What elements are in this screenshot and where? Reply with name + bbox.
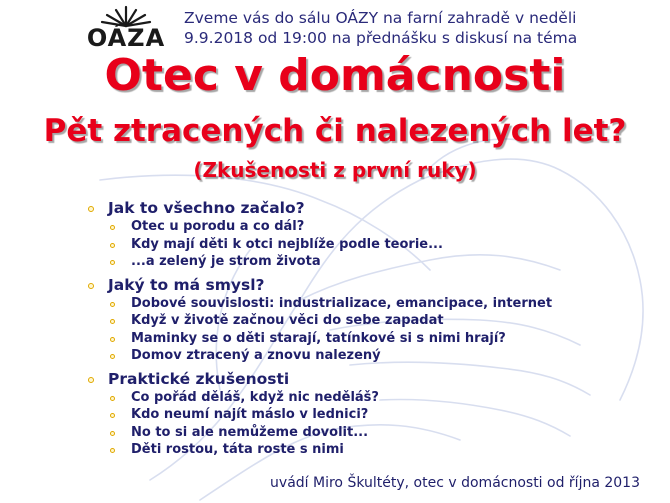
list-item-text: Maminky se o děti starají, tatínkové si s nimi hrají? <box>131 330 506 346</box>
list-item <box>88 253 648 271</box>
section-heading <box>88 275 648 295</box>
bullet-icon <box>110 302 115 307</box>
bullet-icon <box>110 413 115 418</box>
list-item-text: Dobové souvislosti: industrializace, emancipace, internet <box>131 295 553 311</box>
list-item <box>88 441 648 459</box>
subtitle-note: (Zkušenosti z první ruky) <box>193 158 477 182</box>
list-item-text: Kdy mají děti k otci nejblíže podle teorie... <box>131 236 443 252</box>
bullet-icon <box>88 283 94 289</box>
bullet-icon <box>110 243 115 248</box>
list-item-text: Domov ztracený a znovu nalezený <box>131 348 381 363</box>
bullet-icon <box>110 337 115 342</box>
list-item <box>88 236 648 254</box>
bullet-icon <box>110 396 115 401</box>
bullet-icon <box>110 319 115 324</box>
list-item-text: Co pořád děláš, když nic neděláš? <box>131 389 379 405</box>
presenter-footer: uvádí Miro Škultéty, otec v domácnosti od října 2013 <box>270 475 640 491</box>
bullet-icon <box>110 431 115 436</box>
list-item <box>88 424 648 442</box>
invitation-text <box>184 8 654 48</box>
section-heading-text: Praktické zkušenosti <box>108 369 290 388</box>
main-title: Otec v domácnosti <box>104 50 566 101</box>
bullet-icon <box>110 448 115 453</box>
section-heading <box>88 198 648 218</box>
bullet-icon <box>88 206 94 212</box>
list-item <box>88 295 648 313</box>
invitation-line-2: 9.9.2018 od 19:00 na přednášku s diskusí na téma <box>184 29 578 47</box>
talk-outline <box>88 198 648 459</box>
list-item-text: Děti rostou, táta roste s nimi <box>131 442 344 457</box>
list-item-text: Když v životě začnou věci do sebe zapadat <box>131 313 444 328</box>
subtitle: Pět ztracených či nalezených let? <box>43 113 627 149</box>
outline-section <box>88 275 648 365</box>
oaza-logo <box>80 4 172 54</box>
list-item <box>88 347 648 365</box>
logo-text: OÁZA <box>86 24 166 52</box>
bullet-icon <box>110 354 115 359</box>
list-item <box>88 389 648 407</box>
list-item <box>88 406 648 424</box>
list-item <box>88 330 648 348</box>
section-heading-text: Jaký to má smysl? <box>108 275 265 294</box>
invitation-line-1: Zveme vás do sálu OÁZY na farní zahradě v neděli <box>184 9 577 27</box>
bullet-icon <box>110 225 115 230</box>
list-item-text: ...a zelený je strom života <box>131 254 321 269</box>
bullet-icon <box>110 260 115 265</box>
list-item-text: No to si ale nemůžeme dovolit... <box>131 424 369 440</box>
section-heading <box>88 369 648 389</box>
section-heading-text: Jak to všechno začalo? <box>108 199 305 217</box>
list-item <box>88 218 648 236</box>
bullet-icon <box>88 377 94 383</box>
outline-section <box>88 198 648 271</box>
list-item-text: Otec u porodu a co dál? <box>131 219 305 234</box>
outline-section <box>88 369 648 459</box>
list-item-text: Kdo neumí najít máslo v lednici? <box>131 407 369 422</box>
list-item <box>88 312 648 330</box>
